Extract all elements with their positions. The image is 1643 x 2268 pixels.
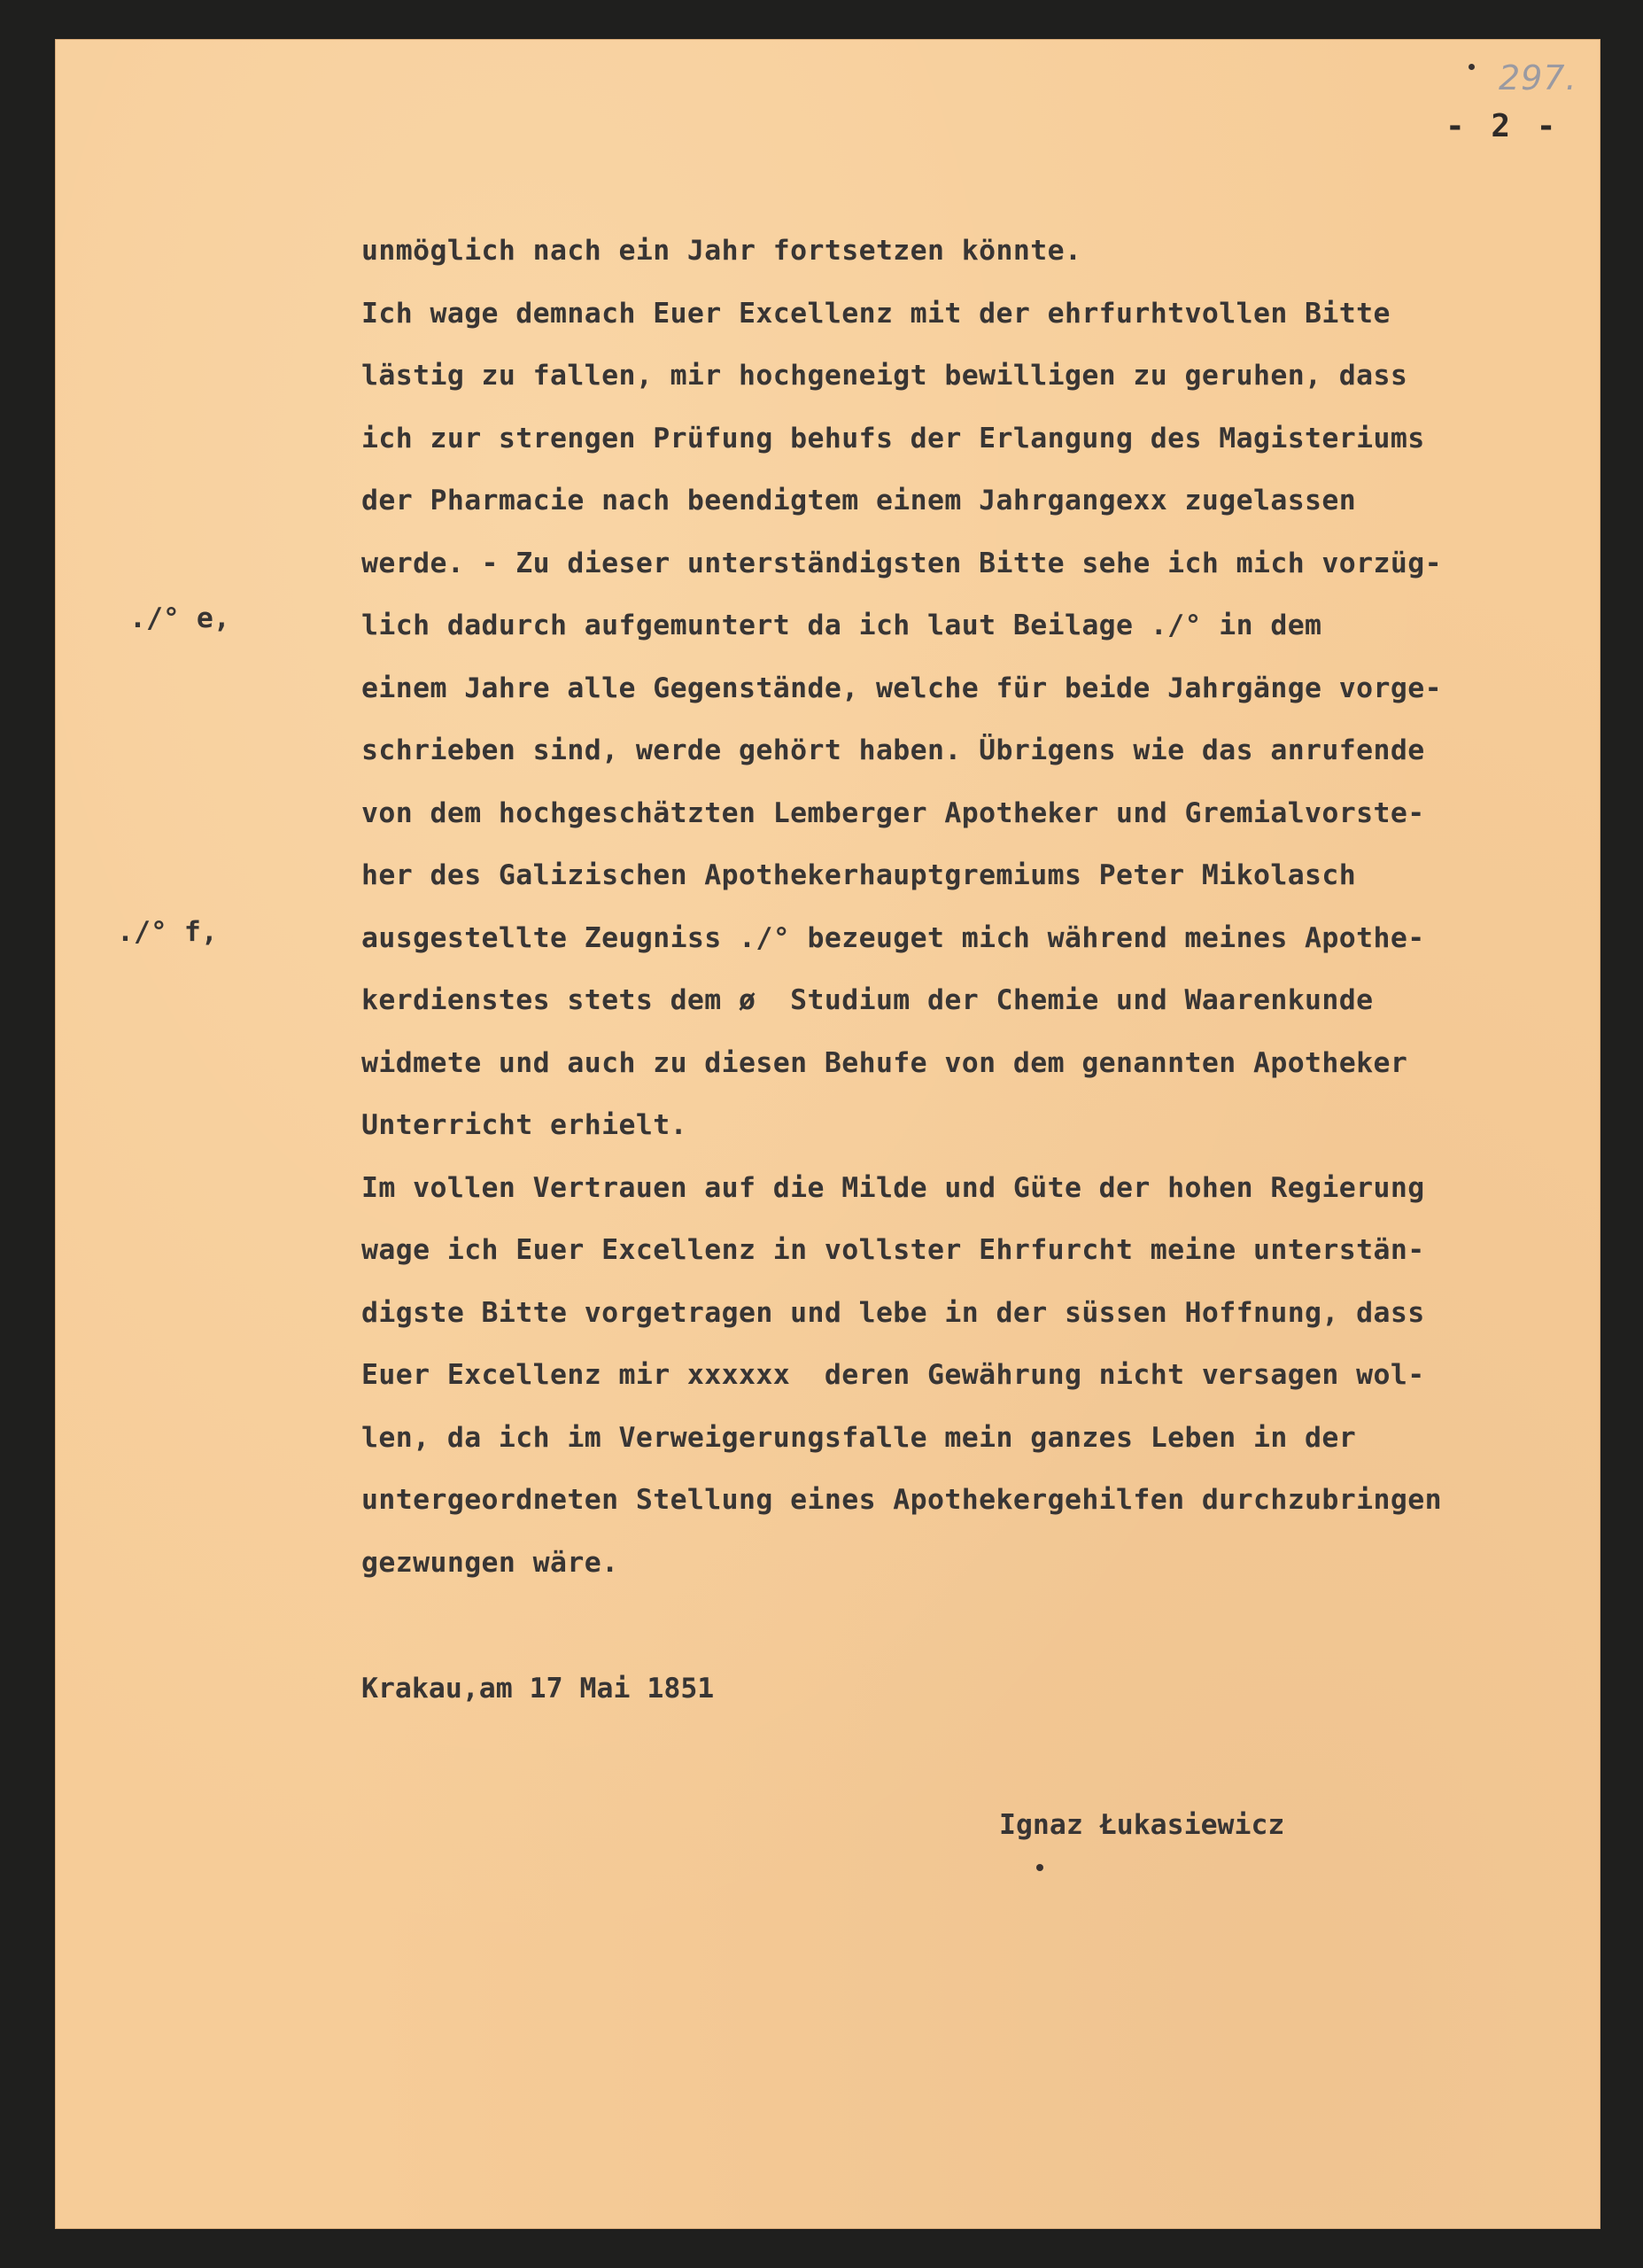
text-line: ausgestellte Zeugniss ./° bezeuget mich während meines Apothe-	[361, 921, 1425, 954]
text-line: widmete und auch zu diesen Behufe von dem genannten Apotheker	[361, 1046, 1408, 1079]
text-line: her des Galizischen Apothekerhauptgremiums Peter Mikolasch	[361, 859, 1357, 891]
text-line: unmöglich nach ein Jahr fortsetzen könnte.	[361, 235, 1082, 267]
text-line: lich dadurch aufgemuntert da ich laut Beilage ./° in dem	[361, 610, 1322, 641]
text-line: kerdienstes stets dem ø Studium der Chemie und Waarenkunde	[361, 984, 1374, 1016]
text-line: Unterricht erhielt.	[361, 1109, 687, 1141]
text-line: ich zur strengen Prüfung behufs der Erlangung des Magisteriums	[361, 422, 1425, 454]
text-line: von dem hochgeschätzten Lemberger Apotheker und Gremialvorste-	[361, 796, 1425, 829]
text-line: lästig zu fallen, mir hochgeneigt bewilligen zu geruhen, dass	[361, 360, 1408, 392]
text-line: untergeordneten Stellung eines Apothekergehilfen durchzubringen	[361, 1484, 1442, 1516]
archive-number: 297.	[1499, 58, 1577, 97]
text-line: Im vollen Vertrauen auf die Milde und Güte der hohen Regierung	[361, 1171, 1425, 1204]
ink-speck	[1469, 64, 1475, 70]
margin-note-f: ./° f,	[117, 916, 218, 948]
ink-speck	[1036, 1864, 1043, 1871]
text-line: einem Jahre alle Gegenstände, welche für beide Jahrgänge vorge-	[361, 672, 1442, 704]
text-line: digste Bitte vorgetragen und lebe in der süssen Hoffnung, dass	[361, 1296, 1425, 1329]
margin-note-e: ./° e,	[129, 602, 230, 634]
text-line: der Pharmacie nach beendigtem einem Jahrgangexx zugelassen	[361, 485, 1357, 517]
signature: Ignaz Łukasiewicz	[999, 1809, 1285, 1841]
text-line: len, da ich im Verweigerungsfalle mein ganzes Leben in der	[361, 1421, 1357, 1454]
page-number: - 2 -	[1445, 108, 1560, 144]
text-line: gezwungen wäre.	[361, 1546, 619, 1579]
letter-body	[361, 220, 1601, 1594]
text-line: schrieben sind, werde gehört haben. Übrigens wie das anrufende	[361, 734, 1425, 766]
place-date: Krakau,am 17 Mai 1851	[361, 1673, 715, 1705]
text-line: wage ich Euer Excellenz in vollster Ehrfurcht meine unterstän-	[361, 1234, 1425, 1266]
text-line: Ich wage demnach Euer Excellenz mit der ehrfurhtvollen Bitte	[361, 297, 1391, 330]
text-line: Euer Excellenz mir xxxxxx deren Gewährung nicht versagen wol-	[361, 1359, 1425, 1391]
text-line: werde. - Zu dieser unterständigsten Bitte sehe ich mich vorzüg-	[361, 547, 1442, 579]
